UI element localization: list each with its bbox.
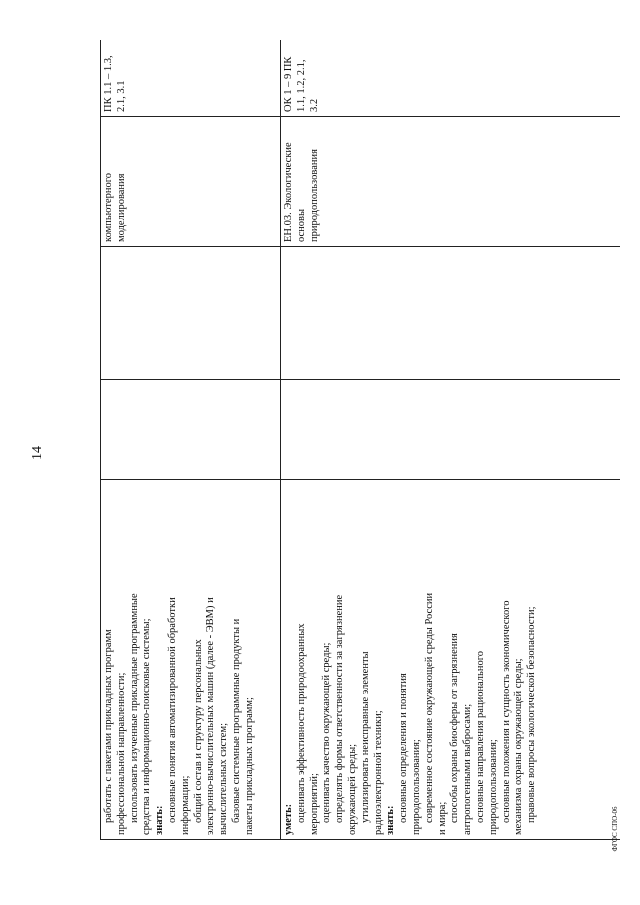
description-line: вычислительных систем; <box>218 722 230 835</box>
description-line: основные положения и сущность экономического <box>500 600 512 823</box>
table-row <box>101 40 281 840</box>
description-line: оценивать эффективность природоохранных <box>295 623 307 823</box>
description-line: работать с пакетами прикладных программ <box>103 629 114 823</box>
description-line: основные понятия автоматизированной обработки <box>166 597 178 823</box>
description-line: информации; <box>179 775 191 835</box>
description-line: общий состав и структуру персональных <box>192 639 204 823</box>
hours-max-cell <box>101 380 281 480</box>
description-line: профессиональной направленности; <box>115 672 127 835</box>
section-heading: знать: <box>385 805 397 835</box>
curriculum-table <box>100 40 620 840</box>
description-line: механизма охраны окружающей среды; <box>513 658 525 835</box>
description-line: утилизировать неисправные элементы <box>359 651 371 823</box>
description-line: основные определения и понятия <box>398 673 410 823</box>
description-line: использовать изученные прикладные программные <box>128 593 140 823</box>
page-number: 14 <box>30 446 45 460</box>
description-line: и мира; <box>436 801 448 835</box>
description-line: окружающей среды; <box>346 743 358 835</box>
description-line: природопользования; <box>487 739 499 835</box>
description-line: средства и информационно-поисковые системы; <box>141 618 153 835</box>
discipline-name-cell: компьютерного моделирования <box>101 117 281 247</box>
discipline-name-cell: ЕН.03. Экологические основы природопользования <box>281 117 621 247</box>
description-line: способы охраны биосферы от загрязнения <box>449 633 461 823</box>
description-line: электронно-вычислительных машин (далее - ЭВМ) и <box>205 597 217 835</box>
description-line: правовые вопросы экологической безопасности; <box>526 606 538 823</box>
description-line: антропогенными выбросами; <box>462 703 474 835</box>
section-heading: знать: <box>154 805 166 835</box>
rotated-table-container <box>100 40 620 840</box>
competency-description-cell <box>281 480 621 840</box>
description-line: основные направления рационального <box>474 650 486 823</box>
section-heading: уметь: <box>283 803 294 835</box>
hours-class-cell <box>281 247 621 380</box>
footer-code: ФГОС СПО-06 <box>611 806 619 852</box>
description-line: радиоэлектронной техники; <box>372 710 384 835</box>
table-row <box>281 40 621 840</box>
hours-class-cell <box>101 247 281 380</box>
competency-codes-cell: ПК 1.1 – 1.3, 2.1, 3.1 <box>101 40 281 117</box>
description-line: оценивать качество окружающей среды; <box>321 642 333 823</box>
description-line: определять формы ответственности за загрязнение <box>334 594 346 823</box>
competency-description-cell <box>101 480 281 840</box>
description-line: пакеты прикладных программ; <box>243 697 255 835</box>
competency-codes-cell: ОК 1 – 9 ПК 1.1, 1.2, 2.1, 3.2 <box>281 40 621 117</box>
description-line: современное состояние окружающей среды России <box>423 592 435 823</box>
description-line: мероприятий; <box>308 773 320 835</box>
description-line: природопользования; <box>410 739 422 835</box>
curriculum-table-wrapper <box>100 40 620 840</box>
description-line: базовые системные программные продукты и <box>230 618 242 823</box>
hours-max-cell <box>281 380 621 480</box>
